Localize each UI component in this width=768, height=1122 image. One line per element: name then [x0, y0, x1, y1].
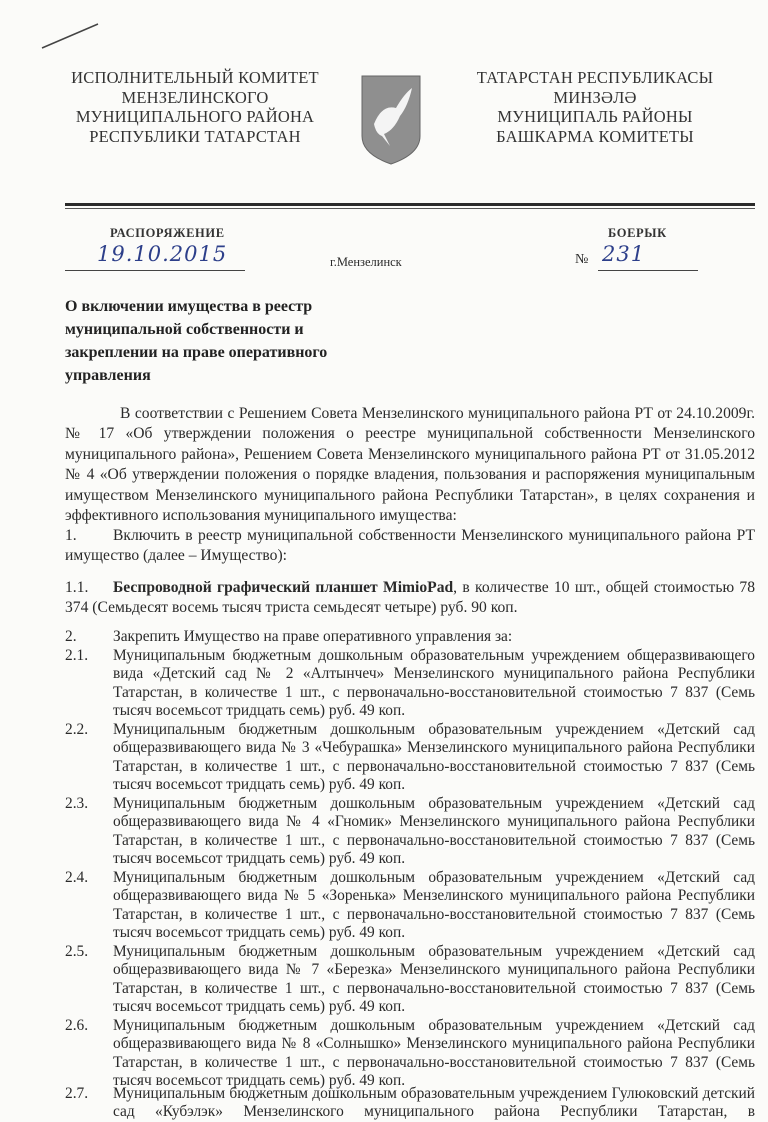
item-number: 2.1.: [65, 647, 89, 664]
doc-type-ru: РАСПОРЯЖЕНИЕ: [110, 226, 225, 240]
place: г.Мензелинск: [330, 255, 402, 269]
item-number: 2.6.: [65, 1017, 89, 1034]
item-1: [65, 526, 755, 567]
number-handwritten: 231: [602, 242, 646, 266]
item-2-7: [65, 1085, 755, 1122]
header-left-block: [70, 68, 320, 146]
item-number: 2.7.: [65, 1085, 89, 1102]
item-1-1: [65, 578, 755, 619]
item-2-1: [65, 647, 755, 721]
item-text: Муниципальным бюджетным дошкольным образовательным учреждением «Детский сад общеразвивающего вида № 5 «Зоренька» Мензелинского муниципального района Республики Татарстан, в количестве 1 шт., с первоначально-восстановительной стоимостью 7 837 (Семь тысяч восемьсот тридцать семь) руб. 49 коп.: [113, 869, 755, 942]
item-number: 2.3.: [65, 795, 89, 812]
item-bold-text: Беспроводной графический планшет MimioPad: [113, 579, 454, 596]
number-field: [598, 242, 698, 271]
item-2-3: [65, 795, 755, 869]
header-right-line: МИНЗӘЛӘ: [553, 87, 637, 107]
coat-of-arms-icon: [360, 74, 422, 166]
preamble: В соответствии с Решением Совета Мензелинского муниципального района РТ от 24.10.2009г. № 17 «Об утверждении положения о реестре муниципальной собственности Мензелинского муниципального района», Решением Совета Мензелинского муниципального района РТ от 31.05.2012 № 4 «Об утверждении положения о порядке владения, пользования и распоряжения муниципальным имуществом Мензелинского муниципального района Республики Татарстан», в целях сохранения и эффективного использования муниципального имущества:: [65, 405, 755, 525]
item-2-4: [65, 869, 755, 943]
item-number: 2.5.: [65, 943, 89, 960]
header-left-line: МЕНЗЕЛИНСКОГО: [121, 87, 269, 107]
header-divider-thin: [65, 208, 755, 209]
item-text: Муниципальным бюджетным дошкольным образовательным учреждением Гулюковский детский сад «Кубэлэк» Мензелинского муниципального района Республики Татарстан, в: [113, 1085, 755, 1121]
item-text: Муниципальным бюджетным дошкольным образовательным учреждением «Детский сад общеразвивающего вида № 7 «Березка» Мензелинского муниципального района Республики Татарстан, в количестве 1 шт., с первоначально-восстановительной стоимостью 7 837 (Семь тысяч восемьсот тридцать семь) руб. 49 коп.: [113, 943, 755, 1016]
pen-mark: [40, 20, 100, 50]
item-text: Муниципальным бюджетным дошкольным образовательным учреждением «Детский сад общеразвивающего вида № 3 «Чебурашка» Мензелинского муниципального района Республики Татарстан, в количестве 1 шт., с первоначально-восстановительной стоимостью 7 837 (Семь тысяч восемьсот тридцать семь) руб. 49 коп.: [113, 721, 755, 794]
item-text: Закрепить Имущество на праве оперативного управления за:: [113, 628, 513, 645]
item-number: 2.: [65, 628, 77, 645]
item-text: Муниципальным бюджетным дошкольным образовательным учреждением общеразвивающего вида «Детский сад № 2 «Алтынчеч» Мензелинского муниципального района Республики Татарстан, в количестве 1 шт., с первоначально-восстановительной стоимостью 7 837 (Семь тысяч восемьсот тридцать семь) руб. 49 коп.: [113, 647, 755, 720]
doc-title: О включении имущества в реестр муниципальной собственности и закреплении на праве оперативного управления: [65, 298, 328, 384]
header-right-block: [470, 68, 720, 146]
number-label: №: [575, 252, 589, 267]
item-2-6: [65, 1017, 755, 1091]
item-number: 1.: [65, 527, 77, 544]
header-left-line: МУНИЦИПАЛЬНОГО РАЙОНА: [75, 107, 315, 126]
item-number: 2.4.: [65, 869, 89, 886]
header-right-line: ТАТАРСТАН РЕСПУБЛИКАСЫ: [476, 68, 714, 87]
header-divider: [65, 203, 755, 206]
item-text: Муниципальным бюджетным дошкольным образовательным учреждением «Детский сад общеразвивающего вида № 4 «Гномик» Мензелинского муниципального района Республики Татарстан, в количестве 1 шт., с первоначально-восстановительной стоимостью 7 837 (Семь тысяч восемьсот тридцать семь) руб. 49 коп.: [113, 795, 755, 868]
doc-type-tt: БОЕРЫК: [608, 226, 667, 240]
header-right-line: БАШКАРМА КОМИТЕТЫ: [496, 126, 694, 146]
header-left-line: РЕСПУБЛИКИ ТАТАРСТАН: [89, 126, 301, 146]
header-left-line: ИСПОЛНИТЕЛЬНЫЙ КОМИТЕТ: [71, 68, 319, 87]
date-field: [65, 242, 245, 271]
item-text: Муниципальным бюджетным дошкольным образовательным учреждением «Детский сад общеразвивающего вида № 8 «Солнышко» Мензелинского муниципального района Республики Татарстан, в количестве 1 шт., с первоначально-восстановительной стоимостью 7 837 (Семь тысяч восемьсот тридцать семь) руб. 49 коп.: [113, 1017, 755, 1090]
item-2-5: [65, 943, 755, 1017]
item-number: 2.2.: [65, 721, 89, 738]
header-right-line: МУНИЦИПАЛЬ РАЙОНЫ: [497, 107, 693, 126]
item-text: , в количестве 10 шт., общей стоимостью 78 374 (Семьдесят восемь тысяч триста семьдесят четыре) руб. 90 коп.: [65, 579, 755, 617]
item-text: Включить в реестр муниципальной собственности Мензелинского муниципального района РТ имущество (далее – Имущество):: [65, 527, 755, 565]
item-number: 1.1.: [65, 579, 89, 596]
date-handwritten: 19.10.2015: [97, 242, 228, 266]
item-2: [65, 628, 755, 646]
item-2-2: [65, 721, 755, 795]
